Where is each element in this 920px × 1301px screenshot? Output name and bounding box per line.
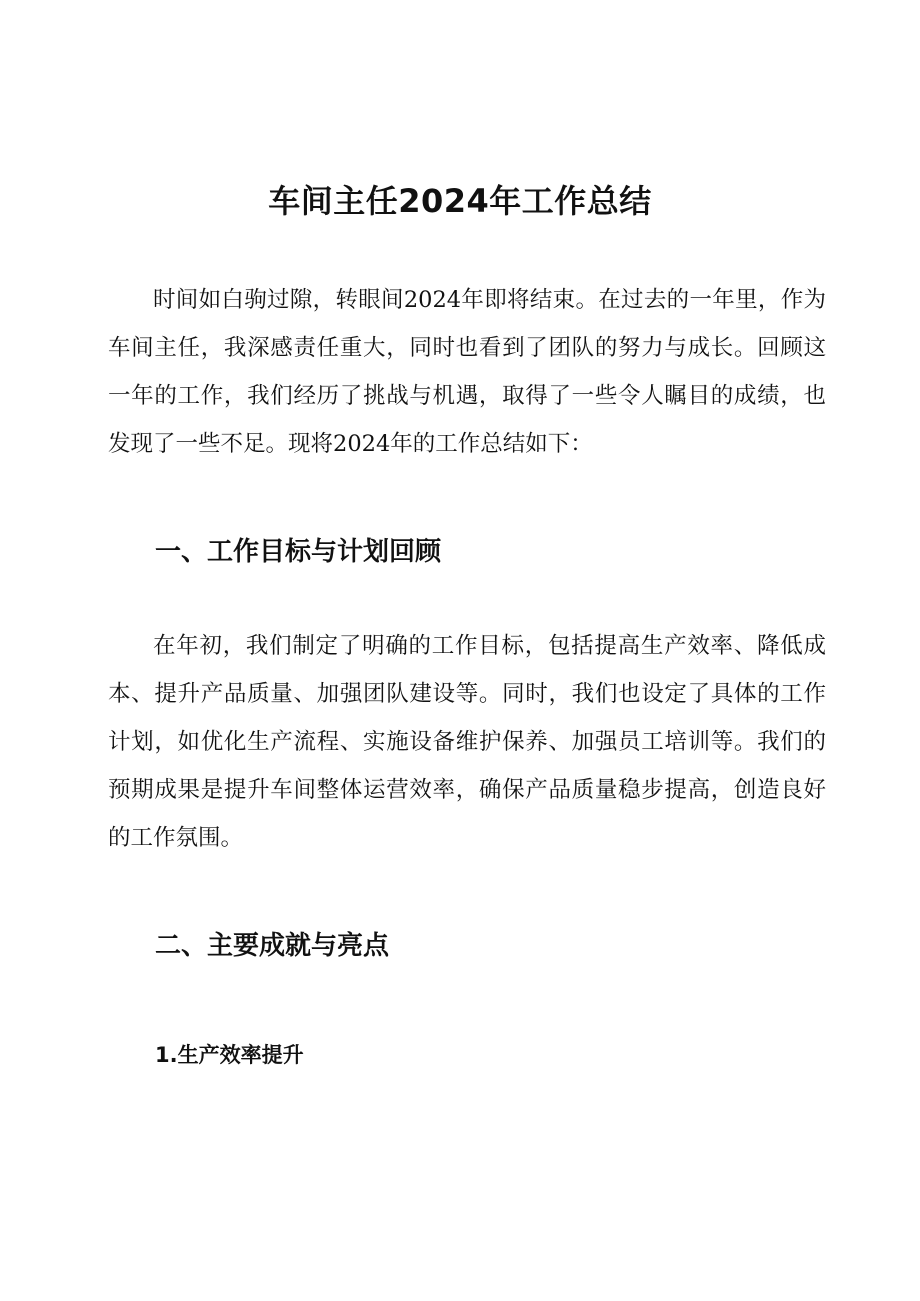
document-title: 车间主任2024年工作总结 xyxy=(268,182,652,220)
section-2-subheading-1: 1.生产效率提升 xyxy=(155,1043,304,1067)
section-1-paragraph: 在年初，我们制定了明确的工作目标，包括提高生产效率、降低成本、提升产品质量、加强团队建设等。同时，我们也设定了具体的工作计划，如优化生产流程、实施设备维护保养、加强员工培训等。我们的预期成果是提升车间整体运营效率，确保产品质量稳步提高，创造良好的工作氛围。 xyxy=(108,633,826,851)
section-2-heading: 二、主要成就与亮点 xyxy=(155,931,390,961)
section-1-heading: 一、工作目标与计划回顾 xyxy=(155,537,442,567)
intro-paragraph: 时间如白驹过隙，转眼间2024年即将结束。在过去的一年里，作为车间主任，我深感责任重大，同时也看到了团队的努力与成长。回顾这一年的工作，我们经历了挑战与机遇，取得了一些令人瞩目的成绩，也发现了一些不足。现将2024年的工作总结如下： xyxy=(108,287,826,457)
